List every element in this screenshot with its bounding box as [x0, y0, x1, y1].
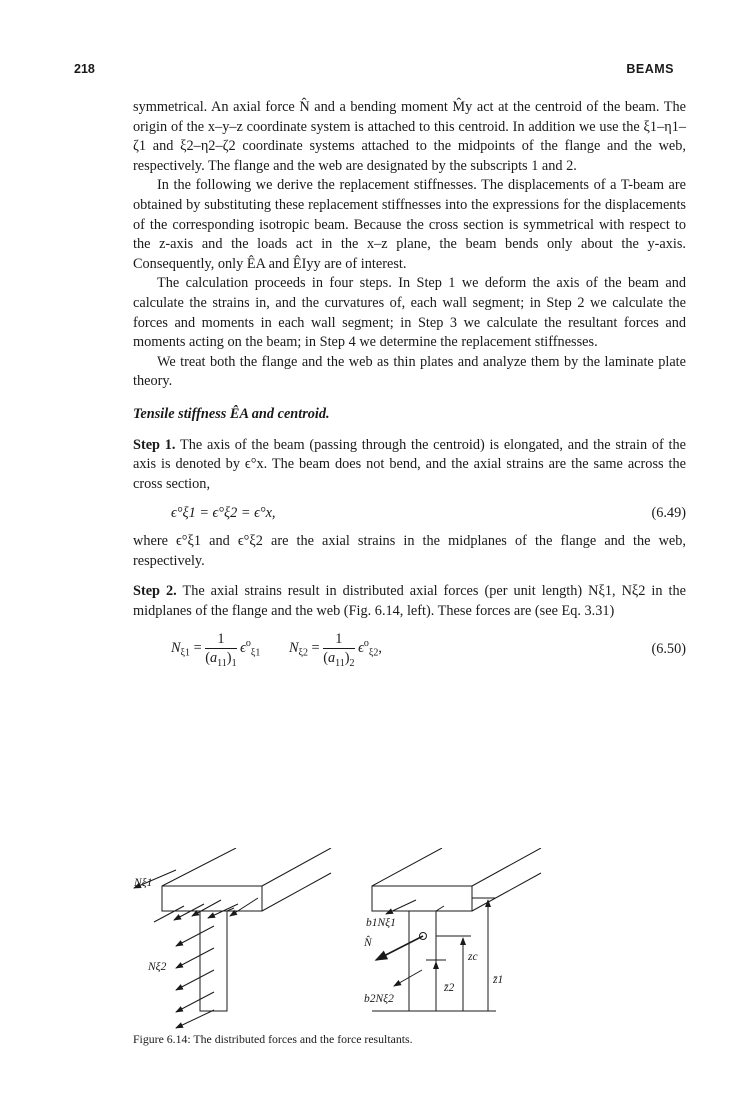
label-n-xi1: Nξ1: [134, 877, 153, 889]
label-zbar2: z̄2: [444, 982, 455, 994]
label-b2n: b2Nξ2: [364, 993, 394, 1005]
paragraph-1: symmetrical. An axial force N̂ and a bending moment M̂y act at the centroid of the beam. The origin of the x–y–z coordinate system is attached to this centroid. In addition we use the ξ1–η1–ζ1 and ξ2–η2–ζ2 coordinate systems attached to the midpoints of the flange and the web, respectively. The flange and the web are designated by the subscripts 1 and 2.: [133, 99, 686, 174]
step-2-text: The axial strains result in distributed axial forces (per unit length) Nξ1, Nξ2 in the midplanes of the flange and the web (Fig. 6.14, left). These forces are (see Eq. 3.31): [133, 583, 686, 620]
paragraph-4: We treat both the flange and the web as thin plates and analyze them by the laminate plate theory.: [133, 353, 686, 390]
page-number: 218: [74, 62, 95, 76]
equation-6-50-expression: $N_{\xi 1}$ = $\frac{1}{(a_{11})_1}$ $\epsilon^o_{\xi 1}$ $N_{\xi 2}$ = $\frac{1}{(a_{11})_2}$ $\epsilon^o_{\xi 2}$,: [171, 630, 382, 669]
paragraph-3: The calculation proceeds in four steps. In Step 1 we deform the axis of the beam and calculate the strains in, and the curvatures of, each wall segment; in Step 2 we calculate the forces and moments in each wall segment; in Step 3 we calculate the resultant forces and moments acting on the beam; in Step 4 we determine the replacement stiffnesses.: [133, 275, 686, 351]
equation-6-50: [133, 626, 686, 674]
paragraph-2: In the following we derive the replacement stiffnesses. The displacements of a T-beam are obtained by substituting these replacement stiffnesses into the expressions for the displacements of the corresponding isotropic beam. Because the cross section is symmetrical with respect to the z-axis and the loads act in the x–z plane, the beam bends only about the y-axis. Consequently, only ÊA and ÊIyy are of interest.: [133, 177, 686, 272]
running-title: BEAMS: [626, 62, 674, 76]
equation-6-49: [133, 500, 686, 528]
section-heading: Tensile stiffness ÊA and centroid.: [133, 405, 330, 422]
equation-6-49-expression: ϵ°ξ1 = ϵ°ξ2 = ϵ°x,: [171, 505, 276, 522]
step-1-text: The axis of the beam (passing through the centroid) is elongated, and the strain of the axis is denoted by ϵ°x. The beam does not bend, and the axial strains are the same across the cross section,: [133, 436, 686, 492]
label-zbar1: z̄1: [493, 974, 504, 986]
label-n-xi2: Nξ2: [148, 961, 167, 973]
right-web: [409, 911, 436, 1011]
page-body: [133, 98, 686, 682]
equation-6-50-number: (6.50): [651, 640, 686, 657]
figure-caption: Figure 6.14: The distributed forces and the force resultants.: [133, 1032, 413, 1046]
after-equation-6-49: where ϵ°ξ1 and ϵ°ξ2 are the axial strains in the midplanes of the flange and the web, respectively.: [133, 533, 686, 569]
left-flange-edge-back: [162, 848, 236, 886]
left-flange-edge-bottom: [262, 873, 331, 911]
label-b1n: b1Nξ1: [366, 917, 396, 929]
step-2-label: Step 2.: [133, 583, 177, 600]
step-1-label: Step 1.: [133, 436, 176, 453]
step-1-paragraph: [133, 436, 686, 495]
step-2-paragraph: [133, 582, 686, 621]
label-zc: zc: [468, 951, 478, 963]
left-flange: [162, 886, 262, 911]
label-n-hat: N̂: [364, 937, 372, 949]
left-flange-edge-right: [262, 848, 331, 886]
figure-diagram: [126, 848, 556, 1033]
figure-6-14: [126, 848, 556, 1033]
right-flange: [372, 886, 472, 911]
equation-6-49-number: (6.49): [651, 505, 686, 522]
